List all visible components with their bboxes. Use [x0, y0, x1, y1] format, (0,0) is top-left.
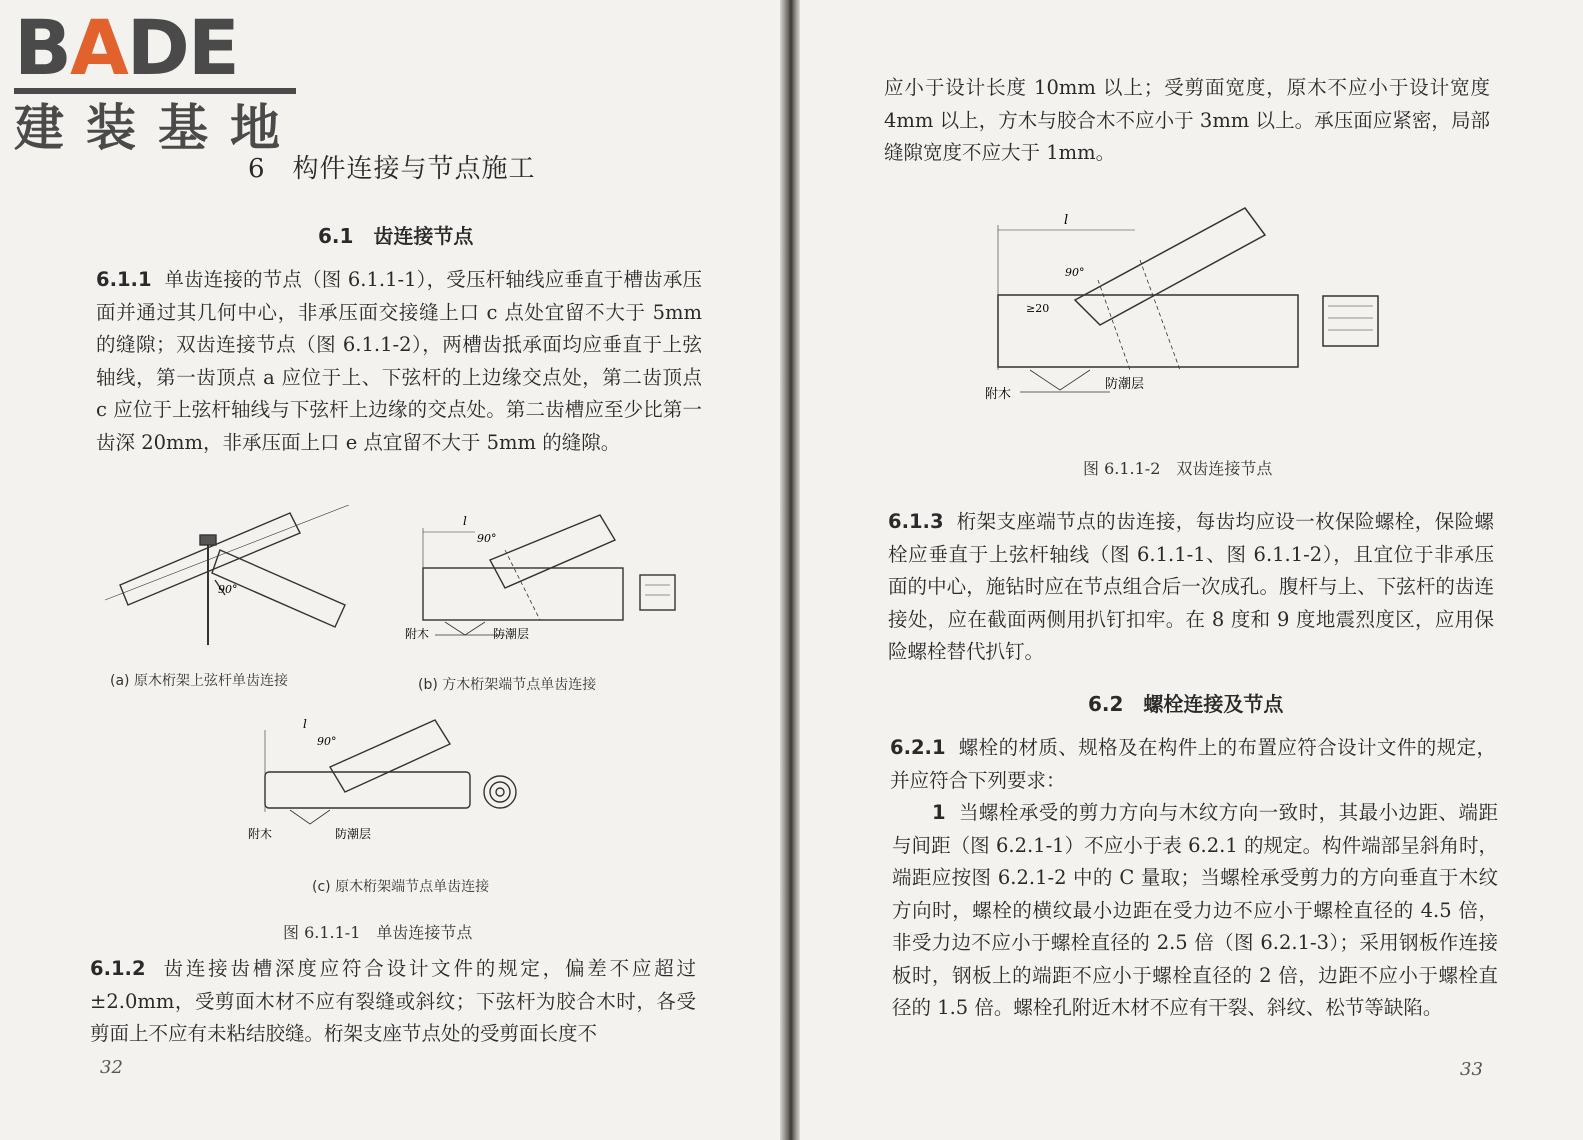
figure-a-diagram [100, 505, 360, 655]
paragraph-6-1-3 [888, 506, 1494, 669]
figure-b-diagram [405, 510, 695, 645]
label-20: ≥20 [1026, 302, 1050, 315]
left-page [0, 0, 780, 1140]
chapter-title: 6 构件连接与节点施工 [248, 154, 536, 184]
book-spine [780, 0, 800, 1140]
clause-number: 6.2.1 [890, 736, 946, 759]
label-fumu: 附木 [405, 627, 430, 641]
clause-text: 桁架支座端节点的齿连接，每齿均应设一枚保险螺栓，保险螺栓应垂直于上弦杆轴线（图 6.1.1-1、图 6.1.1-2），且宜位于非承压面的中心，施钻时应在节点组合后一次成孔。腹杆与上、下弦杆的齿连接处，应在截面两侧用扒钉扣牢。在 8 度和 9 度地震烈度区，应用保险螺栓替代扒钉。 [888, 510, 1494, 663]
clause-text: 齿连接齿槽深度应符合设计文件的规定，偏差不应超过 ±2.0mm，受剪面木材不应有裂缝或斜纹；下弦杆为胶合木时，各受剪面上不应有未粘结胶缝。桁架支座节点处的受剪面长度不 [90, 957, 696, 1045]
clause-text: 单齿连接的节点（图 6.1.1-1），受压杆轴线应垂直于槽齿承压面并通过其几何中心，非承压面交接缝上口 c 点处宜留不大于 5mm 的缝隙；双齿连接节点（图 6.1.1-2），两槽齿抵承面均应垂直于上弦轴线，第一齿顶点 a 应位于上、下弦杆的上边缘交点处，第二齿顶点 c 应位于上弦杆轴线与下弦杆上边缘的交点处。第二齿槽应至少比第一齿深 20mm，非承压面上口 e 点宜留不大于 5mm 的缝隙。 [96, 268, 703, 454]
svg-text:l: l [463, 514, 467, 528]
svg-text:l: l [303, 717, 307, 731]
svg-text:防潮层: 防潮层 [335, 827, 372, 841]
page-number-right: 33 [1460, 1059, 1483, 1080]
figure-c-diagram [245, 712, 555, 847]
right-page [800, 0, 1583, 1140]
label-fangchao: 防潮层 [493, 627, 530, 641]
section-title-6-1: 6.1 齿连接节点 [318, 224, 474, 248]
paragraph-6-1-1 [96, 264, 702, 459]
svg-text:附木: 附木 [985, 387, 1012, 402]
page-number-left: 32 [100, 1057, 123, 1078]
item-text: 当螺栓承受的剪力方向与木纹方向一致时，其最小边距、端距与间距（图 6.2.1-1）不应小于表 6.2.1 的规定。构件端部呈斜角时，端距应按图 6.2.1-2 中的 C 量取；当螺栓承受剪力的方向垂直于木纹方向时，螺栓的横纹最小边距在受力边不应小于螺栓直径的 4.5 倍，非受力边不应小于螺栓直径的 2.5 倍（图 6.2.1-3）；采用钢板作连接板时，钢板上的端距不应小于螺栓直径的 2 倍，边距不应小于螺栓直径的 1.5 倍。螺栓孔附近木材不应有干裂、斜纹、松节等缺陷。 [892, 801, 1498, 1019]
section-title-6-2: 6.2 螺栓连接及节点 [1088, 692, 1284, 716]
svg-text:l: l [1064, 213, 1069, 228]
clause-number: 6.1.1 [96, 268, 152, 291]
figure-b-caption: (b) 方木桁架端节点单齿连接 [418, 677, 597, 693]
logo-chinese: 建装基地 [14, 99, 302, 157]
figure-a-caption: (a) 原木桁架上弦杆单齿连接 [110, 673, 288, 689]
clause-number: 6.1.2 [90, 957, 146, 980]
svg-text:附木: 附木 [248, 827, 273, 841]
item-number: 1 [932, 801, 946, 824]
paragraph-continued: 应小于设计长度 10mm 以上；受剪面宽度，原木不应小于设计宽度 4mm 以上，方木与胶合木不应小于 3mm 以上。承压面应紧密，局部缝隙宽度不应大于 1mm。 [884, 76, 1490, 164]
svg-text:90°: 90° [1065, 266, 1085, 279]
figure-double-tooth-diagram [980, 200, 1400, 415]
figure-c-caption: (c) 原木桁架端节点单齿连接 [312, 879, 490, 895]
figure-6-1-1-1-caption: 图 6.1.1-1 单齿连接节点 [283, 923, 473, 942]
svg-text:防潮层: 防潮层 [1105, 377, 1145, 392]
clause-text: 螺栓的材质、规格及在构件上的布置应符合设计文件的规定，并应符合下列要求： [890, 736, 1496, 792]
figure-6-1-1-2-caption: 图 6.1.1-2 双齿连接节点 [1083, 459, 1273, 478]
bade-logo [14, 3, 304, 158]
clause-number: 6.1.3 [888, 510, 944, 533]
item-1 [892, 797, 1498, 1025]
svg-text:90°: 90° [477, 532, 497, 545]
paragraph-6-2-1 [890, 732, 1496, 797]
svg-text:90°: 90° [317, 735, 337, 748]
paragraph-6-1-2 [90, 953, 696, 1051]
logo-wordmark: BADE [14, 3, 238, 92]
angle-label: 90° [218, 583, 238, 596]
